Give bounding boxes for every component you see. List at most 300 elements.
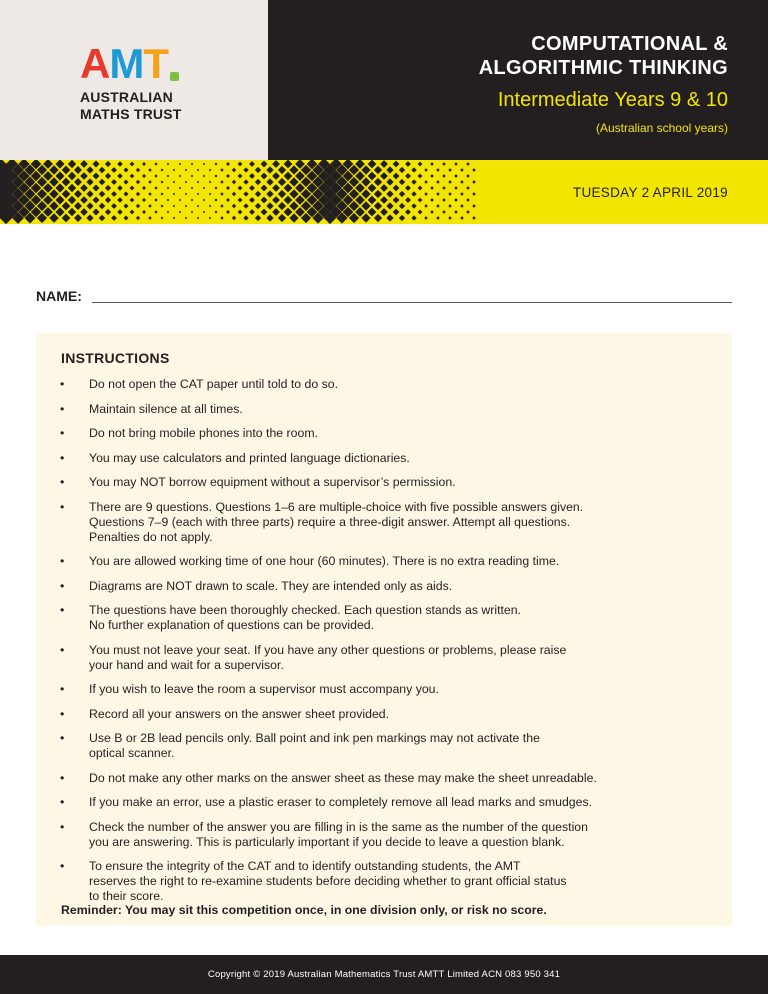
pattern-diamond <box>448 180 452 184</box>
pattern-diamond <box>167 175 170 178</box>
pattern-diamond <box>49 201 58 210</box>
bullet: • <box>60 859 65 873</box>
pattern-diamond <box>191 187 193 189</box>
pattern-diamond <box>203 211 205 213</box>
pattern-diamond <box>74 214 82 222</box>
pattern-diamond <box>278 190 286 198</box>
pattern-diamond <box>442 162 446 166</box>
pattern-diamond <box>278 214 286 222</box>
instruction-text: If you wish to leave the room a supervisor must accompany you. <box>89 682 439 696</box>
pattern-diamond <box>111 167 117 173</box>
paper-title-line1: COMPUTATIONAL & <box>531 33 728 55</box>
pattern-diamond <box>232 192 236 196</box>
name-field-line[interactable] <box>92 302 732 303</box>
instruction-text: Use B or 2B lead pencils only. Ball point and ink pen markings may not activate the optical scanner. <box>89 731 540 760</box>
pattern-diamond <box>185 205 187 207</box>
pattern-diamond <box>374 190 382 198</box>
pattern-diamond <box>117 173 122 178</box>
pattern-diamond <box>238 174 243 179</box>
pattern-diamond <box>368 172 377 181</box>
instruction-item <box>60 603 720 633</box>
pattern-diamond <box>179 163 181 165</box>
pattern-diamond <box>62 214 71 223</box>
pattern-diamond <box>142 162 146 166</box>
instruction-text: You must not leave your seat. If you have any other questions or problems, please raise your hand and wait for a supervisor. <box>89 642 567 672</box>
pattern-diamond <box>368 196 377 205</box>
pattern-diamond <box>220 168 223 171</box>
pattern-diamond <box>243 179 248 184</box>
pattern-diamond <box>117 209 122 214</box>
amt-logo <box>80 40 179 87</box>
pattern-diamond <box>448 192 452 196</box>
pattern-diamond <box>361 177 370 186</box>
pattern-diamond <box>185 169 187 171</box>
pattern-diamond <box>411 203 416 208</box>
pattern-diamond <box>117 197 122 202</box>
pattern-diamond <box>209 181 211 183</box>
pattern-diamond <box>161 217 164 220</box>
pattern-diamond <box>289 165 298 174</box>
pattern-diamond <box>173 217 175 219</box>
pattern-diamond <box>173 181 175 183</box>
pattern-diamond <box>123 215 128 220</box>
pattern-diamond <box>284 196 293 205</box>
pattern-diamond <box>430 186 434 190</box>
pattern-diamond <box>448 204 452 208</box>
pattern-diamond <box>173 193 175 195</box>
logo-dot <box>170 72 179 81</box>
pattern-diamond <box>405 185 411 191</box>
pattern-diamond <box>93 209 100 216</box>
pattern-diamond <box>49 189 58 198</box>
pattern-diamond <box>411 215 416 220</box>
pattern-diamond <box>154 174 157 177</box>
pattern-diamond <box>136 204 140 208</box>
pattern-diamond <box>136 216 140 220</box>
pattern-diamond <box>130 162 135 167</box>
pattern-diamond <box>123 167 128 172</box>
pattern-diamond <box>55 195 64 204</box>
pattern-diamond <box>399 167 405 173</box>
pattern-diamond <box>424 192 428 196</box>
pattern-diamond <box>472 204 476 208</box>
pattern-diamond <box>436 204 440 208</box>
pattern-diamond <box>197 217 199 219</box>
pattern-diamond <box>466 174 470 178</box>
pattern-diamond <box>454 162 458 166</box>
pattern-diamond <box>436 216 440 220</box>
pattern-diamond <box>197 193 199 195</box>
pattern-diamond <box>454 198 458 202</box>
pattern-diamond <box>80 160 88 168</box>
pattern-diamond <box>380 196 388 204</box>
pattern-diamond <box>215 163 218 166</box>
pattern-diamond <box>386 214 393 221</box>
pattern-diamond <box>74 202 82 210</box>
instruction-item <box>60 643 720 673</box>
pattern-diamond <box>111 179 117 185</box>
pattern-diamond <box>472 216 476 220</box>
bullet: • <box>60 642 65 657</box>
pattern-diamond <box>105 185 111 191</box>
pattern-diamond <box>272 208 280 216</box>
paper-subtitle: Intermediate Years 9 & 10 <box>497 89 728 111</box>
pattern-diamond <box>62 202 71 211</box>
instruction-item <box>60 426 720 441</box>
pattern-diamond <box>272 196 280 204</box>
name-label: NAME: <box>36 288 82 304</box>
instruction-item <box>60 820 720 850</box>
pattern-diamond <box>203 163 205 165</box>
pattern-diamond <box>460 204 464 208</box>
pattern-diamond <box>215 187 218 190</box>
pattern-diamond <box>123 179 128 184</box>
pattern-diamond <box>454 174 458 178</box>
pattern-diamond <box>93 173 100 180</box>
pattern-diamond <box>148 192 152 196</box>
pattern-diamond <box>418 186 423 191</box>
pattern-diamond <box>272 160 280 168</box>
pattern-diamond <box>154 162 157 165</box>
pattern-diamond <box>136 192 140 196</box>
pattern-diamond <box>99 191 106 198</box>
pattern-diamond <box>466 162 470 166</box>
pattern-diamond <box>167 199 170 202</box>
bullet: • <box>60 578 65 593</box>
pattern-diamond <box>130 174 135 179</box>
pattern-diamond <box>430 162 434 166</box>
instruction-item <box>60 500 720 545</box>
instruction-text: If you make an error, use a plastic eraser to completely remove all lead marks and smudges. <box>89 795 593 809</box>
pattern-diamond <box>185 217 187 219</box>
pattern-diamond <box>460 180 464 184</box>
pattern-diamond <box>386 190 393 197</box>
pattern-diamond <box>266 178 273 185</box>
pattern-diamond <box>289 201 298 210</box>
pattern-diamond <box>93 161 100 168</box>
pattern-diamond <box>289 177 298 186</box>
logo-letter-m: M <box>109 40 143 87</box>
pattern-diamond <box>255 191 261 197</box>
pattern-diamond <box>226 174 230 178</box>
pattern-diamond <box>368 160 377 168</box>
instruction-item <box>60 377 720 392</box>
header <box>0 0 768 160</box>
pattern-diamond <box>154 186 157 189</box>
pattern-diamond <box>105 197 111 203</box>
pattern-diamond <box>278 202 286 210</box>
pattern-diamond <box>266 214 273 221</box>
pattern-diamond <box>442 198 446 202</box>
instruction-text: Do not make any other marks on the answer sheet as these may make the sheet unreadable. <box>89 770 597 785</box>
pattern-diamond <box>374 202 382 210</box>
pattern-diamond <box>99 203 106 210</box>
pattern-diamond <box>86 178 93 185</box>
pattern-diamond <box>424 204 428 208</box>
instructions-list <box>60 377 720 914</box>
pattern-diamond <box>226 198 230 202</box>
pattern-diamond <box>418 162 423 167</box>
pattern-diamond <box>130 186 135 191</box>
pattern-diamond <box>226 210 230 214</box>
pattern-diamond <box>80 172 88 180</box>
paper-subnote: (Australian school years) <box>595 121 728 135</box>
bullet: • <box>60 450 65 465</box>
pattern-diamond <box>105 209 111 215</box>
pattern-diamond <box>284 172 293 181</box>
pattern-diamond <box>49 177 58 186</box>
instruction-text: You are allowed working time of one hour (60 minutes). There is no extra reading time. <box>89 554 560 568</box>
pattern-diamond <box>203 187 205 189</box>
instruction-item <box>60 707 720 722</box>
pattern-diamond <box>249 173 255 179</box>
pattern-diamond <box>99 167 106 174</box>
instructions-box <box>36 333 732 926</box>
pattern-diamond <box>424 168 428 172</box>
pattern-diamond <box>86 166 93 173</box>
pattern-diamond <box>266 202 273 209</box>
pattern-diamond <box>142 186 146 190</box>
pattern-diamond <box>466 198 470 202</box>
pattern-diamond <box>215 199 218 202</box>
pattern-diamond <box>418 198 423 203</box>
pattern-diamond <box>393 197 400 204</box>
instruction-text: Check the number of the answer you are filling in is the same as the number of the question you are answering. This is particularly important if you decide to leave a question blank. <box>89 819 588 849</box>
pattern-diamond <box>68 184 76 192</box>
pattern-diamond <box>380 208 388 216</box>
instruction-item <box>60 451 720 466</box>
pattern-diamond <box>130 198 135 203</box>
pattern-diamond <box>232 204 236 208</box>
pattern-diamond <box>142 210 146 214</box>
logo-letter-t: T <box>143 40 167 87</box>
pattern-diamond <box>117 161 122 166</box>
pattern-diamond <box>374 214 382 222</box>
pattern-diamond <box>238 162 243 167</box>
logo-letter-a: A <box>80 40 109 87</box>
pattern-diamond <box>261 197 268 204</box>
instruction-item <box>60 579 720 594</box>
pattern-diamond <box>243 215 248 220</box>
pattern-diamond <box>261 173 268 180</box>
instruction-item <box>60 682 720 697</box>
pattern-diamond <box>249 197 255 203</box>
pattern-diamond <box>161 193 164 196</box>
pattern-diamond <box>161 169 164 172</box>
instruction-text: Do not open the CAT paper until told to do so. <box>89 377 339 391</box>
pattern-diamond <box>154 198 157 201</box>
pattern-diamond <box>185 193 187 195</box>
pattern-diamond <box>261 185 268 192</box>
pattern-diamond <box>142 198 146 202</box>
pattern-diamond <box>430 174 434 178</box>
pattern-diamond <box>232 216 236 220</box>
pattern-diamond <box>209 169 211 171</box>
pattern-diamond <box>249 185 255 191</box>
pattern-diamond <box>255 203 261 209</box>
pattern-diamond <box>62 190 71 199</box>
instruction-item <box>60 771 720 786</box>
pattern-diamond <box>243 203 248 208</box>
pattern-diamond <box>284 160 293 168</box>
pattern-diamond <box>105 173 111 179</box>
instruction-item <box>60 795 720 810</box>
bullet: • <box>60 603 65 617</box>
pattern-diamond <box>448 216 452 220</box>
pattern-diamond <box>278 166 286 174</box>
pattern-diamond <box>93 185 100 192</box>
pattern-diamond <box>411 179 416 184</box>
pattern-diamond <box>261 209 268 216</box>
pattern-diamond <box>68 172 76 180</box>
pattern-diamond <box>209 193 211 195</box>
pattern-diamond <box>278 178 286 186</box>
pattern-diamond <box>203 199 205 201</box>
instruction-text: You may NOT borrow equipment without a supervisor’s permission. <box>89 475 456 489</box>
instruction-item <box>60 859 720 904</box>
pattern-diamond <box>220 192 223 195</box>
instructions-heading: INSTRUCTIONS <box>61 350 170 366</box>
pattern-diamond <box>361 213 370 222</box>
pattern-diamond <box>148 204 152 208</box>
bullet: • <box>60 770 65 785</box>
pattern-diamond <box>430 210 434 214</box>
bullet: • <box>60 554 65 568</box>
pattern-diamond <box>418 210 423 215</box>
pattern-diamond <box>243 167 248 172</box>
pattern-diamond <box>136 180 140 184</box>
pattern-diamond <box>442 174 446 178</box>
pattern-diamond <box>361 189 370 198</box>
pattern-diamond <box>130 210 135 215</box>
instruction-item <box>60 731 720 761</box>
pattern-diamond <box>74 190 82 198</box>
bullet: • <box>60 819 65 834</box>
pattern-diamond <box>80 208 88 216</box>
pattern-diamond <box>191 163 193 165</box>
pattern-diamond <box>191 211 193 213</box>
pattern-diamond <box>399 203 405 209</box>
pattern-diamond <box>80 196 88 204</box>
pattern-diamond <box>454 210 458 214</box>
pattern-diamond <box>80 184 88 192</box>
pattern-diamond <box>148 216 152 220</box>
pattern-diamond <box>191 175 193 177</box>
pattern-diamond <box>472 180 476 184</box>
pattern-diamond <box>374 166 382 174</box>
pattern-diamond <box>436 168 440 172</box>
pattern-diamond <box>368 208 377 217</box>
pattern-diamond <box>411 191 416 196</box>
pattern-diamond <box>393 173 400 180</box>
pattern-diamond <box>380 184 388 192</box>
instruction-text: Diagrams are NOT drawn to scale. They are intended only as aids. <box>89 578 453 593</box>
pattern-diamond <box>411 167 416 172</box>
pattern-diamond <box>215 211 218 214</box>
pattern-diamond <box>220 216 223 219</box>
pattern-diamond <box>62 166 71 175</box>
pattern-diamond <box>142 174 146 178</box>
pattern-diamond <box>436 192 440 196</box>
pattern-diamond <box>167 211 170 214</box>
pattern-diamond <box>289 213 298 222</box>
instruction-text: Record all your answers on the answer sheet provided. <box>89 706 390 721</box>
pattern-diamond <box>466 186 470 190</box>
pattern-diamond <box>472 192 476 196</box>
pattern-diamond <box>179 199 181 201</box>
pattern-diamond <box>405 209 411 215</box>
pattern-diamond <box>386 202 393 209</box>
logo-panel <box>0 0 268 160</box>
logo-text-line1: AUSTRALIAN <box>80 89 173 105</box>
pattern-diamond <box>272 184 280 192</box>
instruction-text: Maintain silence at all times. <box>89 401 243 416</box>
pattern-diamond <box>105 161 111 167</box>
pattern-diamond <box>255 179 261 185</box>
instruction-text: Do not bring mobile phones into the room. <box>89 426 318 440</box>
pattern-diamond <box>454 186 458 190</box>
instruction-text: You may use calculators and printed language dictionaries. <box>89 450 410 465</box>
pattern-diamond <box>272 172 280 180</box>
pattern-diamond <box>203 175 205 177</box>
pattern-diamond <box>405 161 411 167</box>
pattern-diamond <box>460 216 464 220</box>
pattern-diamond <box>209 217 211 219</box>
pattern-diamond <box>405 173 411 179</box>
pattern-diamond <box>154 210 157 213</box>
pattern-diamond <box>197 169 199 171</box>
pattern-diamond <box>238 210 243 215</box>
instruction-text: To ensure the integrity of the CAT and to identify outstanding students, the AMT reserves the right to re-examine students before deciding whether to grant official status to their score. <box>89 859 567 903</box>
pattern-diamond <box>179 211 181 213</box>
reminder-text: Reminder: You may sit this competition once, in one division only, or risk no score. <box>61 903 547 917</box>
pattern-diamond <box>86 202 93 209</box>
pattern-diamond <box>448 168 452 172</box>
logo-text-line2: MATHS TRUST <box>80 106 182 122</box>
pattern-diamond <box>148 180 152 184</box>
pattern-diamond <box>430 198 434 202</box>
instruction-item <box>60 402 720 417</box>
footer <box>0 955 768 994</box>
pattern-diamond <box>111 191 117 197</box>
pattern-diamond <box>238 186 243 191</box>
pattern-diamond <box>232 168 236 172</box>
pattern-diamond <box>62 178 71 187</box>
instruction-text: The questions have been thoroughly checked. Each question stands as written. No further explanation of questions can be provided. <box>89 603 522 632</box>
bullet: • <box>60 706 65 721</box>
pattern-diamond <box>167 187 170 190</box>
bullet: • <box>60 401 65 416</box>
pattern-diamond <box>68 196 76 204</box>
pattern-diamond <box>68 208 76 216</box>
pattern-diamond <box>220 204 223 207</box>
pattern-diamond <box>243 191 248 196</box>
pattern-diamond <box>179 187 181 189</box>
pattern-diamond <box>215 175 218 178</box>
bullet: • <box>60 499 65 514</box>
pattern-diamond <box>220 180 223 183</box>
pattern-diamond <box>55 160 64 169</box>
instruction-item <box>60 554 720 569</box>
pattern-diamond <box>399 215 405 221</box>
pattern-diamond <box>460 192 464 196</box>
pattern-diamond <box>249 209 255 215</box>
pattern-diamond <box>399 179 405 185</box>
pattern-diamond <box>405 197 411 203</box>
pattern-diamond <box>197 181 199 183</box>
pattern-diamond <box>368 184 377 193</box>
pattern-diamond <box>99 179 106 186</box>
